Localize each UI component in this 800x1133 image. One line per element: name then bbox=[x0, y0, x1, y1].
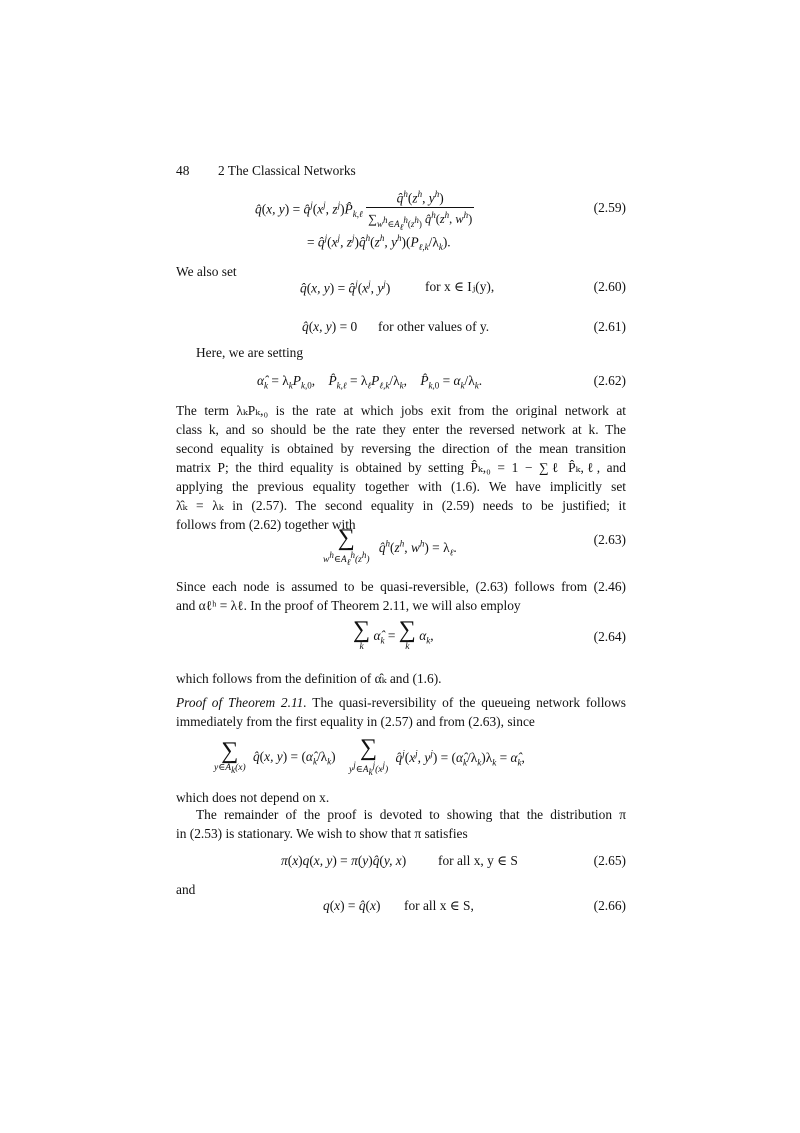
equation-number-2-64: (2.64) bbox=[593, 629, 626, 644]
equation-2-61-condition: for other values of y. bbox=[378, 319, 490, 334]
paragraph-line: Since each node is assumed to be quasi-reversible, (2.63) follows from (2.46) bbox=[176, 579, 626, 594]
summation-symbol: ∑ k bbox=[398, 617, 416, 652]
equation-2-60-condition: for x ∈ Iⱼ(y), bbox=[425, 279, 495, 294]
equation-number-2-59: (2.59) bbox=[593, 200, 626, 215]
text-here-setting: Here, we are setting bbox=[196, 345, 304, 360]
text-does-not-depend: which does not depend on x. bbox=[176, 790, 330, 805]
paragraph-line: immediately from the first equality in (2.57) and from (2.63), since bbox=[176, 714, 535, 729]
page-number: 48 bbox=[176, 163, 190, 178]
paragraph-remainder-l1 bbox=[196, 805, 626, 824]
equation-2-65: π(x)q(x, y) = π(y)q̂(y, x) bbox=[281, 853, 407, 868]
paragraph-line: second equality is obtained by reversing the direction of the mean transition bbox=[176, 441, 626, 456]
paragraph-line: The term λₖPₖ,₀ is the rate at which jobs exit from the original network at bbox=[176, 403, 626, 418]
paragraph-line: λ̂ₖ = λₖ in (2.57). The second equality in (2.59) needs to be justified; it bbox=[176, 498, 626, 513]
equation-number-2-63: (2.63) bbox=[593, 532, 626, 547]
text-and: and bbox=[176, 882, 196, 897]
equation-2-66-condition: for all x ∈ S, bbox=[404, 898, 474, 913]
paragraph-line: applying the previous equality together with (1.6). We have implicitly set bbox=[176, 479, 626, 494]
equation-2-59-line1: q̂(x, $y) = q̂^j(x^j$, $z^j)P̂_{k,\ell}$ $\frac{q̂^h(z^h, y^h)}{\sum_{w^h\in A_\ell^h(z^h)} q̂^h(z^h, w^h)}$ bbox=[255, 189, 473, 232]
summation-symbol: ∑ k bbox=[353, 617, 371, 652]
running-title: 2 The Classical Networks bbox=[218, 163, 356, 178]
paragraph-line: in (2.53) is stationary. We wish to show that π satisfies bbox=[176, 826, 468, 841]
equation-number-2-65: (2.65) bbox=[593, 853, 626, 868]
paragraph-quasi-reversible bbox=[176, 577, 626, 615]
equation-2-59-line2: = $q̂^j(x^j$, $z^j)q̂^h(z^h$, $y^h)(P_{\ell,k}/\lambda_k)$. bbox=[307, 233, 451, 253]
paragraph-line: matrix P; the third equality is obtained by setting P̂ₖ,₀ = 1 − ∑ℓ P̂ₖ,ℓ, and bbox=[176, 460, 626, 475]
text-we-also-set: We also set bbox=[176, 264, 237, 279]
equation-number-2-60: (2.60) bbox=[593, 279, 626, 294]
equation-2-66: q(x) = q̂(x) bbox=[323, 898, 381, 913]
equation-number-2-66: (2.66) bbox=[593, 898, 626, 913]
summation-symbol: ∑ $y\in A_k(x)$ bbox=[214, 737, 246, 775]
equation-proof-sum: ∑ $y\in A_k(x)$ q̂(x, $y) = (\alphâ_k/\lambda_k)$ ∑ $y^j\in A_k^j(x^j)$ $q̂^j(x^j$, $y^j$) = $(\alphâ_k/\lambda_k)\lambda_k$ = $\alphâ_k$, bbox=[214, 735, 525, 778]
proof-label: Proof of Theorem 2.11. bbox=[176, 695, 307, 710]
proof-text: The quasi-reversibility of the queueing network follows bbox=[312, 695, 627, 710]
paragraph-line bbox=[176, 693, 626, 712]
text-follows-definition: which follows from the definition of α̂ₖ and (1.6). bbox=[176, 671, 442, 686]
paragraph-line: follows from (2.62) together with bbox=[176, 517, 356, 532]
paragraph-remainder-l2 bbox=[176, 824, 626, 843]
equation-2-62: $\alphâ_k = \lambda_kP_{k,0}$, $P̂_{k,\ell} = \lambda_\ell P_{\ell,k}/\lambda_k$, $P̂_{k,0} = \alpha_k/\lambda_k$. bbox=[257, 373, 483, 391]
equation-2-60: q̂(x, $y) = q̂^j(x^j$, $y^j$) bbox=[300, 279, 401, 296]
equation-2-65-condition: for all x, y ∈ S bbox=[438, 853, 518, 868]
summation-symbol: ∑ $w^h\in A_\ell^h(z^h)$ bbox=[323, 525, 370, 568]
paragraph-proof bbox=[176, 693, 626, 731]
equation-2-64: ∑ k $\alphâ_k$ = ∑ k $\alpha_k$, bbox=[353, 617, 434, 652]
equation-number-2-62: (2.62) bbox=[593, 373, 626, 388]
paragraph-line: class k, and so should be the rate they enter the reversed network at k. The bbox=[176, 422, 626, 437]
equation-number-2-61: (2.61) bbox=[593, 319, 626, 334]
equation-2-63: ∑ $w^h\in A_\ell^h(z^h)$ $q̂^h(z^h$, $w^h) = \lambda_\ell$. bbox=[323, 525, 457, 568]
equation-2-61: q̂(x, y) = 0 bbox=[302, 319, 358, 334]
summation-symbol: ∑ $y^j\in A_k^j(x^j)$ bbox=[348, 735, 389, 778]
paragraph-line: The remainder of the proof is devoted to showing that the distribution π bbox=[196, 807, 626, 822]
paragraph-term-rate bbox=[176, 401, 626, 534]
paragraph-line: and αℓʰ = λℓ. In the proof of Theorem 2.11, we will also employ bbox=[176, 598, 521, 613]
